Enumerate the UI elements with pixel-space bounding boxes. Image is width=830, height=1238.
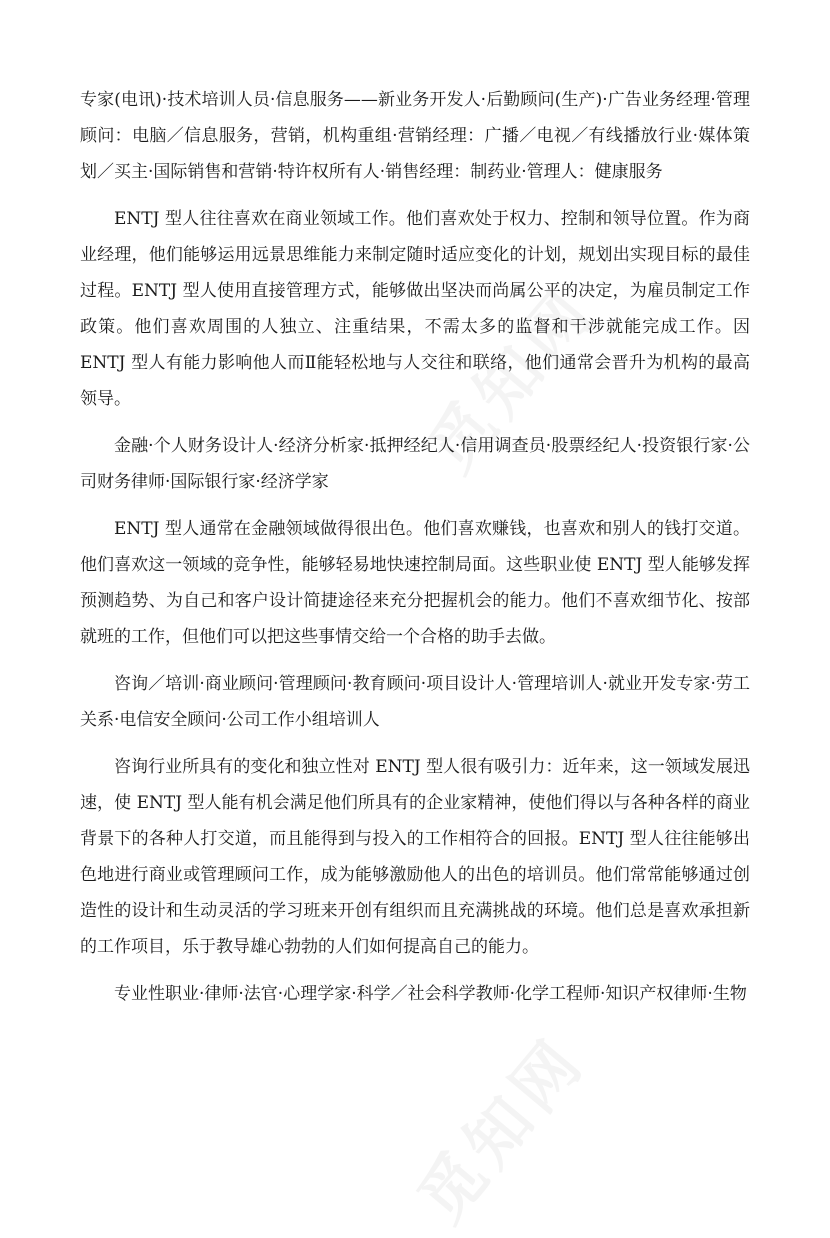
paragraph-career-list-finance: 金融·个人财务设计人·经济分析家·抵押经纪人·信用调查员·股票经纪人·投资银行家·公司财务律师·国际银行家·经济学家 [80, 436, 750, 492]
watermark-lower [393, 1014, 602, 1238]
paragraph-career-list-professional: 专业性职业·律师·法官·心理学家·科学／社会科学教师·化学工程师·知识产权律师·生物 [114, 984, 747, 1004]
paragraph-career-list-sales: 专家(电讯)·技术培训人员·信息服务——新业务开发人·后勤顾问(生产)·广告业务经理·管理顾问：电脑／信息服务，营销，机构重组·营销经理：广播／电视／有线播放行业·媒体策划／买主·国际销售和营销·特许权所有人·销售经理：制药业·管理人：健康服务 [80, 90, 750, 182]
paragraph-finance-field: ENTJ 型人通常在金融领域做得很出色。他们喜欢赚钱，也喜欢和别人的钱打交道。他们喜欢这一领域的竞争性，能够轻易地快速控制局面。这些职业使 ENTJ 型人能够发挥预测趋势、为自己和客户设计简捷途径来充分把握机会的能力。他们不喜欢细节化、按部就班的工作，但他们可以把这些事情交给一个合格的助手去做。 [80, 519, 750, 647]
paragraph-career-list-consulting: 咨询／培训·商业顾问·管理顾问·教育顾问·项目设计人·管理培训人·就业开发专家·劳工关系·电信安全顾问·公司工作小组培训人 [80, 674, 750, 730]
paragraph-consulting-field: 咨询行业所具有的变化和独立性对 ENTJ 型人很有吸引力：近年来，这一领域发展迅速，使 ENTJ 型人能有机会满足他们所具有的企业家精神，使他们得以与各种各样的商业背景下的各种人打交道，而且能得到与投入的工作相符合的回报。ENTJ 型人往往能够出色地进行商业或管理顾问工作，成为能够激励他人的出色的培训员。他们常常能够通过创造性的设计和生动灵活的学习班来开创有组织而且充满挑战的环境。他们总是喜欢承担新的工作项目，乐于教导雄心勃勃的人们如何提高自己的能力。 [80, 757, 750, 957]
paragraph-business-field: ENTJ 型人往往喜欢在商业领域工作。他们喜欢处于权力、控制和领导位置。作为商业经理，他们能够运用远景思维能力来制定随时适应变化的计划，规划出实现目标的最佳过程。ENTJ 型人使用直接管理方式，能够做出坚决而尚属公平的决定，为雇员制定工作政策。他们喜欢周围的人独立、注重结果，不需太多的监督和干涉就能完成工作。因 ENTJ 型人有能力影响他人而Ⅱ能轻松地与人交往和联络，他们通常会晋升为机构的最高领导。 [80, 209, 750, 409]
document-body [80, 82, 750, 1023]
